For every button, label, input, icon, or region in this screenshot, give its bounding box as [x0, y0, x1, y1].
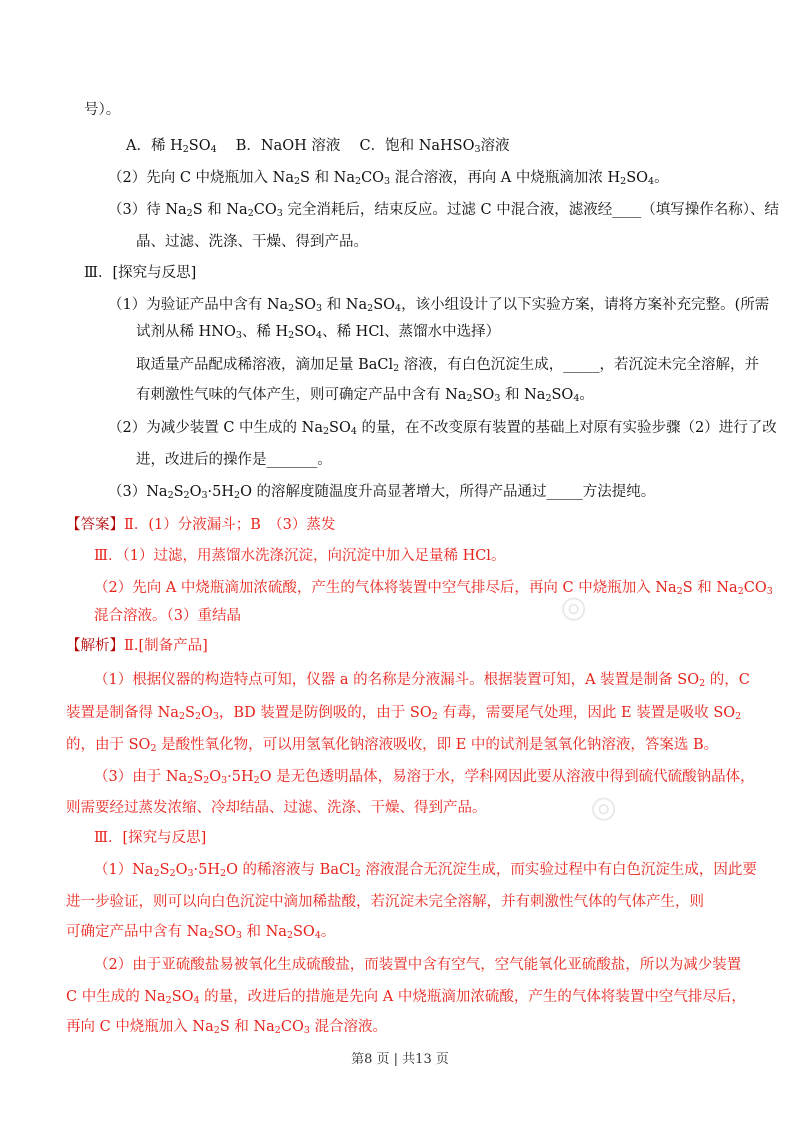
- text-line: $(3)Na_2S_2O_3\cdot 5H_2O$ 的溶解度随温度升高显著增大，所得产品通过_____方法提纯。: [108, 484, 656, 501]
- text-line: 试剂从稀 $HNO_3$、稀 $H_2SO_4$、稀 HCl、蒸馏水中选择）: [136, 324, 501, 341]
- answer-label: 【答案】: [66, 517, 124, 533]
- analysis-line: 装置是制备得 $Na_2S_2O_3$，BD 装置是防倒吸的，由于 $SO_2$ 有毒，需要尾气处理，因此 E 装置是吸收 $SO_2$: [66, 705, 742, 722]
- watermark: ◎: [555, 586, 591, 629]
- analysis-line: 的，由于 $SO_2$ 是酸性氧化物，可以用氢氧化钠溶液吸收，即 E 中的试剂是氢氧化钠溶液，答案选 B。: [66, 737, 719, 754]
- analysis-line: 则需要经过蒸发浓缩、冷却结晶、过滤、洗涤、干燥、得到产品。: [66, 800, 487, 816]
- analysis-label: 【解析】: [66, 638, 124, 654]
- text-line: 有刺激性气味的气体产生，则可确定产品中含有 $Na_2SO_3$ 和 $Na_2SO_4$。: [136, 387, 594, 404]
- text-line: 号）。: [84, 102, 121, 118]
- answer-line: 【答案】Ⅱ．(1）分液漏斗；B （3）蒸发: [66, 517, 336, 533]
- text-line: （2）为减少装置 C 中生成的 $Na_2SO_4$ 的量，在不改变原有装置的基础上对原有实验步骤（2）进行了改: [108, 420, 777, 437]
- analysis-line: 可确定产品中含有 $Na_2SO_3$ 和 $Na_2SO_4$。: [66, 924, 336, 941]
- analysis-line: （2）由于亚硫酸盐易被氧化生成硫酸盐，而装置中含有空气，空气能氧化亚硫酸盐，所以为减少装置: [94, 957, 742, 973]
- analysis-line: C 中生成的 $Na_2SO_4$ 的量，改进后的措施是先向 A 中烧瓶滴加浓硫酸，产生的气体将装置中空气排尽后，: [66, 989, 746, 1006]
- text-line: 取适量产品配成稀溶液，滴加足量 BaCl$_2$ 溶液，有白色沉淀生成，_____，若沉淀未完全溶解，并: [136, 357, 760, 374]
- text-line: 晶、过滤、洗涤、干燥、得到产品。: [136, 234, 368, 250]
- text-line: （1）为验证产品中含有 $Na_2SO_3$ 和 $Na_2SO_4$，该小组设计了以下实验方案，请将方案补充完整。(所需: [108, 297, 770, 314]
- text-line: 进，改进后的操作是_______。: [136, 452, 332, 468]
- analysis-line: 进一步验证，则可以向白色沉淀中滴加稀盐酸，若沉淀未完全溶解，并有刺激性气体的气体产生，则: [66, 894, 704, 910]
- options-line: A．稀 $H_2SO_4$ B．NaOH 溶液 C．饱和 NaHSO$_3$溶液: [126, 138, 510, 155]
- answer-line: （2）先向 A 中烧瓶滴加浓硫酸，产生的气体将装置中空气排尽后，再向 C 中烧瓶加入 $Na_2S$ 和 $Na_2CO_3$: [94, 580, 773, 597]
- answer-line: 混合溶液。（3）重结晶: [94, 608, 241, 624]
- analysis-line: （1）根据仪器的构造特点可知，仪器 a 的名称是分液漏斗。根据装置可知，A 装置是制备 $SO_2$ 的，C: [94, 672, 750, 689]
- answer-line: Ⅲ．（1）过滤，用蒸馏水洗涤沉淀，向沉淀中加入足量稀 HCl。: [94, 548, 506, 564]
- text-line: （3）待 $Na_2S$ 和 $Na_2CO_3$ 完全消耗后，结束反应。过滤 C 中混合液，滤液经____（填写操作名称）、结: [108, 202, 779, 219]
- analysis-line: 【解析】Ⅱ.[制备产品]: [66, 638, 208, 654]
- text-line: （2）先向 C 中烧瓶加入 $Na_2S$ 和 $Na_2CO_3$ 混合溶液，再向 A 中烧瓶滴加浓 $H_2SO_4$。: [108, 170, 669, 187]
- analysis-line: （3）由于 $Na_2S_2O_3\cdot 5H_2O$ 是无色透明晶体，易溶于水，学科网因此要从溶液中得到硫代硫酸钠晶体，: [94, 769, 755, 786]
- analysis-line: Ⅲ．[探究与反思]: [94, 830, 207, 846]
- section-heading: Ⅲ．[探究与反思]: [84, 265, 197, 281]
- analysis-line: 再向 C 中烧瓶加入 $Na_2S$ 和 $Na_2CO_3$ 混合溶液。: [66, 1019, 387, 1036]
- analysis-line: $(1)Na_2S_2O_3\cdot 5H_2O$ 的稀溶液与 BaCl$_2$ 溶液混合无沉淀生成，而实验过程中有白色沉淀生成，因此要: [94, 862, 757, 879]
- watermark: ◎: [585, 786, 621, 829]
- page-footer: 第8 页 | 共13 页: [351, 1052, 449, 1067]
